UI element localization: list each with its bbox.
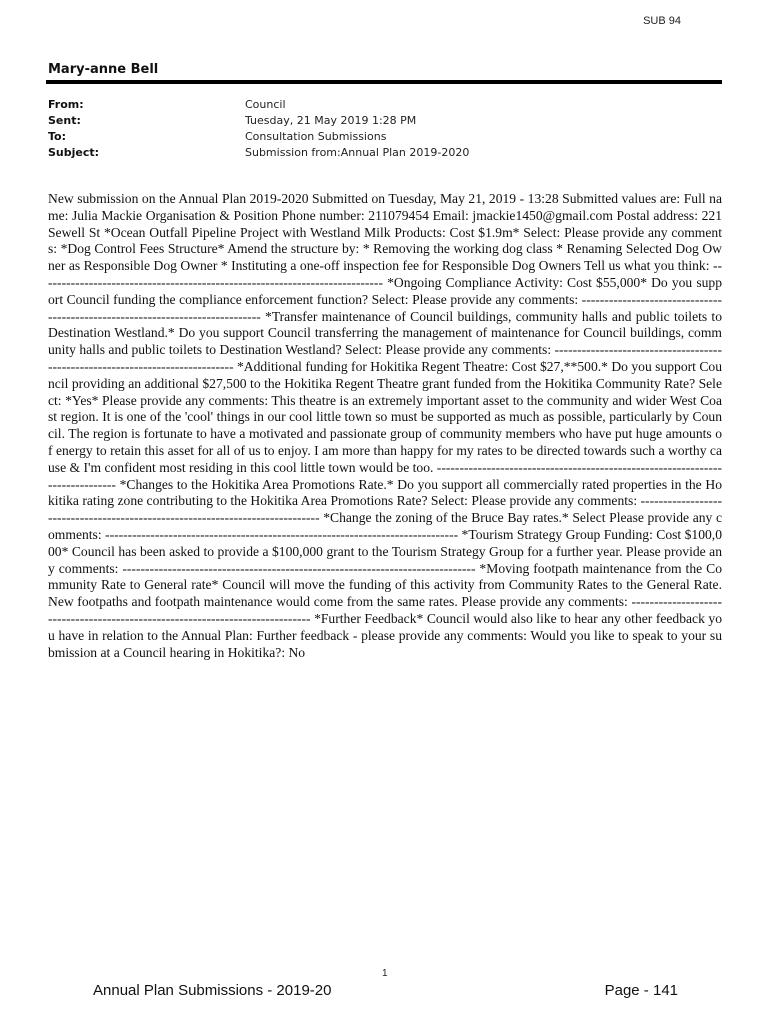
- header-label: Sent:: [48, 114, 81, 127]
- header-row-sent: [48, 113, 469, 129]
- footer-page-label: Page - 141: [604, 982, 678, 999]
- header-label: To:: [48, 130, 66, 143]
- header-row-subject: [48, 145, 469, 161]
- email-headers: [48, 97, 469, 161]
- header-label: From:: [48, 98, 84, 111]
- header-divider: [46, 80, 722, 84]
- page-number: 1: [382, 968, 388, 979]
- header-value: Submission from:Annual Plan 2019-2020: [245, 146, 470, 159]
- header-value: Tuesday, 21 May 2019 1:28 PM: [245, 114, 417, 127]
- header-row-from: [48, 97, 469, 113]
- header-value: Council: [245, 98, 286, 111]
- submission-body: New submission on the Annual Plan 2019-2020 Submitted on Tuesday, May 21, 2019 - 13:28 Submitted values are: Full name: Julia Mackie Organisation & Position Phone number: 211079454 Email: jmackie1450@gmail.com Postal address: 221 Sewell St *Ocean Outfall Pipeline Project with Westland Milk Products: Cost $1.9m* Select: Please provide any comments: *Dog Control Fees Structure* Amend the structure by: * Removing the working dog class * Renaming Selected Dog Owner as Responsible Dog Owner * Instituting a one-off inspection fee for Responsible Dog Owners Tell us what you think: ---------------------------------------------------------------------------- *Ongoing Compliance Activity: Cost $55,000* Do you support Council funding the compliance enforcement function? Select: Please provide any comments: ------------------------------------------------------------------------------ *Transfer maintenance of Council buildings, community halls and public toilets to Destination Westland.* Do you support Council transferring the management of maintenance for Council buildings, community halls and public toilets to Destination Westland? Select: Please provide any comments: ------------------------------------------------------------------------------ *Additional funding for Hokitika Regent Theatre: Cost $27,**500.* Do you support Council providing an additional $27,500 to the Hokitika Regent Theatre grant funded from the Hokitika Community Rate? Select: *Yes* Please provide any comments: This theatre is an extremely important asset to the community and wider West Coast region. It is one of the 'cool' things in our cool little town so must be supported as much as possible, particularly by Council. The region is fortunate to have a motivated and passionate group of community members who have put huge amounts of energy to retain this asset for all of us to enjoy. I am more than happy for my rates to be directed towards such a worthy cause & I'm confident most residing in this cool little town would be too. ------------------------------------------------------------------------------ *Changes to the Hokitika Area Promotions Rate.* Do you support all commercially rated properties in the Hokitika rating zone contributing to the Hokitika Area Promotions Rate? Select: Please provide any comments: ------------------------------------------------------------------------------ *Change the zoning of the Bruce Bay rates.* Select Please provide any comments: ------------------------------------------------------------------------------ *Tourism Strategy Group Funding: Cost $100,000* Council has been asked to provide a $100,000 grant to the Tourism Strategy Group for a further year. Please provide any comments: ------------------------------------------------------------------------------ *Moving footpath maintenance from the Community Rate to General rate* Council will move the funding of this activity from Community Rates to the General Rate. New footpaths and footpath maintenance would come from the same rates. Please provide any comments: ------------------------------------------------------------------------------ *Further Feedback* Council would also like to hear any other feedback you have in relation to the Annual Plan: Further feedback - please provide any comments: Would you like to speak to your submission at a Council hearing in Hokitika?: No: [48, 191, 722, 660]
- header-row-to: [48, 129, 469, 145]
- submission-id: SUB 94: [643, 15, 681, 27]
- footer-title: Annual Plan Submissions - 2019-20: [93, 982, 332, 999]
- sender-name: Mary-anne Bell: [48, 62, 159, 77]
- header-value: Consultation Submissions: [245, 130, 387, 143]
- header-label: Subject:: [48, 146, 100, 159]
